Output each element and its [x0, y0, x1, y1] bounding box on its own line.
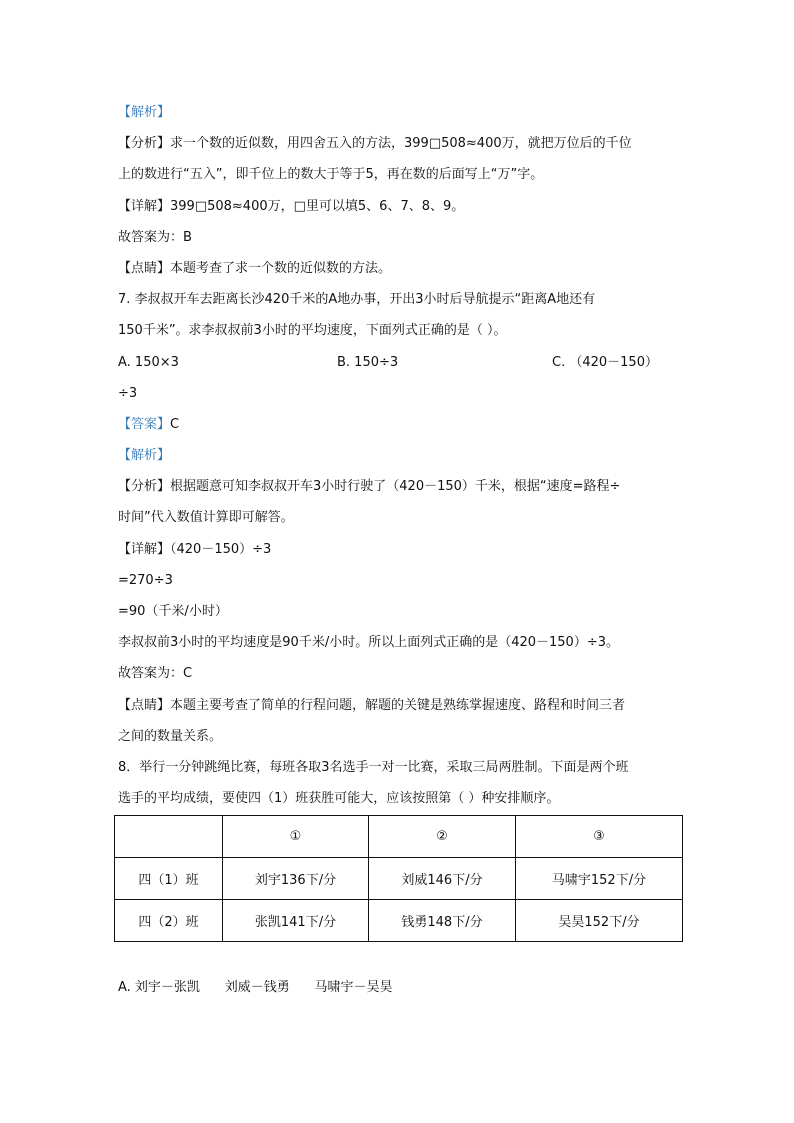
text-line: =90（千米/小时） [118, 604, 228, 619]
answer-value: C [170, 416, 180, 432]
text-line: =270÷3 [118, 572, 173, 588]
text-line [118, 440, 688, 471]
q8-option-a: A. 刘宇－张凯 刘威－钱勇 马啸宇－吴昊 [118, 980, 393, 995]
text-line: 【点睛】本题考查了求一个数的近似数的方法。 [118, 260, 392, 276]
text-line: 150千米”。求李叔叔前3小时的平均速度，下面列式正确的是（ ）。 [118, 323, 507, 339]
text-line: 故答案为：B [118, 229, 192, 245]
text-line: 故答案为：C [118, 666, 193, 682]
text-line: 【点睛】本题主要考查了简单的行程问题，解题的关键是熟练掌握速度、路程和时间三者 [118, 697, 626, 713]
question-7: 7. 李叔叔开车去距离长沙420千米的A地办事，开出3小时后导航提示“距离A地还有 [118, 292, 596, 308]
table-cell: 四（2）班 [115, 900, 223, 942]
score-table [114, 815, 683, 942]
option-c-continued: ÷3 [118, 385, 138, 401]
answer-line [118, 409, 688, 440]
table-row [115, 858, 683, 900]
text-line [118, 97, 688, 128]
text-line: 上的数进行“五入”，即千位上的数大于等于5，再在数的后面写上“万”字。 [118, 167, 544, 183]
table-cell: 刘威146下/分 [369, 858, 516, 900]
table-cell: 刘宇136下/分 [223, 858, 369, 900]
option-b: B. 150÷3 [337, 354, 399, 370]
table-cell: ② [369, 816, 516, 858]
text-line: 选手的平均成绩，要使四（1）班获胜可能大，应该按照第（ ）种安排顺序。 [118, 791, 560, 807]
table-row [115, 900, 683, 942]
answer-tag: 【答案】 [118, 416, 171, 432]
text-line: 之间的数量关系。 [118, 728, 223, 744]
section-tag: 【解析】 [118, 105, 171, 120]
table-cell: ① [223, 816, 369, 858]
table-cell: 张凯141下/分 [223, 900, 369, 942]
document-page [118, 97, 688, 814]
question-8: 8．举行一分钟跳绳比赛，每班各取3名选手一对一比赛，采取三局两胜制。下面是两个班 [118, 759, 629, 775]
text-line: 【分析】求一个数的近似数，用四舍五入的方法，399□508≈400万，就把万位后的千位 [118, 136, 632, 152]
text-line: 【详解】（420－150）÷3 [118, 541, 272, 557]
q7-options [118, 347, 688, 378]
text-line: 时间”代入数值计算即可解答。 [118, 510, 294, 526]
table-cell [115, 816, 223, 858]
option-c: C. （420－150） [552, 354, 658, 370]
table-cell: ③ [516, 816, 683, 858]
table-cell: 钱勇148下/分 [369, 900, 516, 942]
text-line: 【详解】399□508≈400万，□里可以填5、6、7、8、9。 [118, 198, 465, 214]
table-cell: 马啸宇152下/分 [516, 858, 683, 900]
table-cell: 吴昊152下/分 [516, 900, 683, 942]
text-line: 【分析】根据题意可知李叔叔开车3小时行驶了（420－150）千米，根据“速度=路程÷ [118, 479, 621, 495]
table-cell: 四（1）班 [115, 858, 223, 900]
option-a: A. 150×3 [118, 354, 179, 370]
section-tag: 【解析】 [118, 448, 171, 464]
text-line: 李叔叔前3小时的平均速度是90千米/小时。所以上面列式正确的是（420－150）÷3。 [118, 635, 619, 651]
table-header-row [115, 816, 683, 858]
